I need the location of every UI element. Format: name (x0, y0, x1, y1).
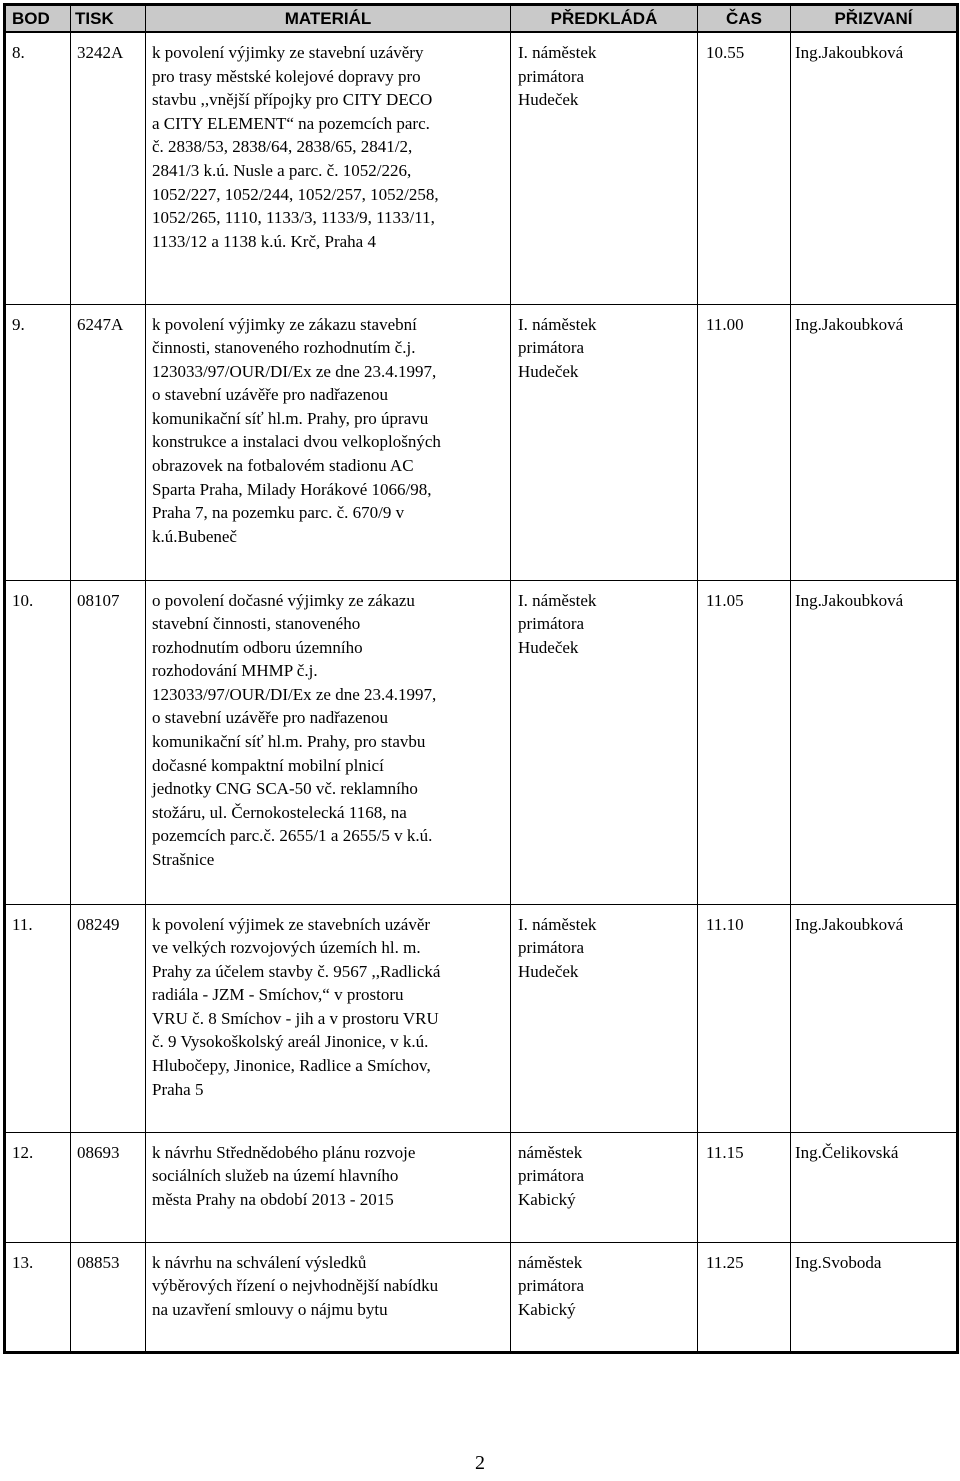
table-row (5, 580, 958, 904)
row-material: o povolení dočasné výjimky ze zákazu stavební činnosti, stanoveného rozhodnutím odboru územního rozhodování MHMP č.j. 123033/97/OUR/DI/Ex ze dne 23.4.1997, o stavební uzávěře pro nadřazenou komunikační síť hl.m. Prahy, pro stavbu dočasné kompaktní mobilní plnicí jednotky CNG SCA-50 vč. reklamního stožáru, ul. Černokostelecká 1168, na pozemcích parc.č. 2655/1 a 2655/5 v k.ú. Strašnice (146, 580, 511, 904)
row-predklada: I. náměstek primátora Hudeček (511, 304, 698, 580)
row-prizvani: Ing.Jakoubková (791, 304, 958, 580)
table-row (5, 1132, 958, 1242)
row-material: k povolení výjimky ze stavební uzávěry pro trasy městské kolejové dopravy pro stavbu ,,vnější přípojky pro CITY DECO a CITY ELEMENT“ na pozemcích parc. č. 2838/53, 2838/64, 2838/65, 2841/2, 2841/3 k.ú. Nusle a parc. č. 1052/226, 1052/227, 1052/244, 1052/257, 1052/258, 1052/265, 1110, 1133/3, 1133/9, 1133/11, 1133/12 a 1138 k.ú. Krč, Praha 4 (146, 32, 511, 304)
page-number: 2 (475, 1452, 485, 1474)
row-cas: 11.00 (698, 304, 791, 580)
row-cas: 11.10 (698, 904, 791, 1132)
row-prizvani: Ing.Svoboda (791, 1242, 958, 1352)
header-bod: BOD (5, 5, 71, 33)
row-tisk: 08249 (71, 904, 146, 1132)
header-tisk: TISK (71, 5, 146, 33)
row-tisk: 3242A (71, 32, 146, 304)
table-row (5, 904, 958, 1132)
row-material: k návrhu Střednědobého plánu rozvoje sociálních služeb na území hlavního města Prahy na období 2013 - 2015 (146, 1132, 511, 1242)
row-cas: 10.55 (698, 32, 791, 304)
row-cas: 11.05 (698, 580, 791, 904)
table-header (5, 5, 958, 33)
header-cas: ČAS (698, 5, 791, 33)
row-prizvani: Ing.Jakoubková (791, 904, 958, 1132)
row-tisk: 08853 (71, 1242, 146, 1352)
row-bod: 12. (5, 1132, 71, 1242)
table-row (5, 304, 958, 580)
agenda-table (3, 3, 959, 1354)
row-tisk: 6247A (71, 304, 146, 580)
row-predklada: I. náměstek primátora Hudeček (511, 580, 698, 904)
table-row (5, 1242, 958, 1352)
row-predklada: náměstek primátora Kabický (511, 1242, 698, 1352)
row-bod: 8. (5, 32, 71, 304)
table-body (5, 32, 958, 1352)
row-prizvani: Ing.Čelikovská (791, 1132, 958, 1242)
row-tisk: 08107 (71, 580, 146, 904)
row-predklada: náměstek primátora Kabický (511, 1132, 698, 1242)
row-prizvani: Ing.Jakoubková (791, 580, 958, 904)
row-cas: 11.15 (698, 1132, 791, 1242)
header-material: MATERIÁL (146, 5, 511, 33)
row-cas: 11.25 (698, 1242, 791, 1352)
header-predklada: PŘEDKLÁDÁ (511, 5, 698, 33)
row-prizvani: Ing.Jakoubková (791, 32, 958, 304)
row-material: k návrhu na schválení výsledků výběrových řízení o nejvhodnější nabídku na uzavření smlouvy o nájmu bytu (146, 1242, 511, 1352)
row-bod: 11. (5, 904, 71, 1132)
row-bod: 10. (5, 580, 71, 904)
table-row (5, 32, 958, 304)
header-row (5, 5, 958, 33)
row-bod: 9. (5, 304, 71, 580)
row-material: k povolení výjimky ze zákazu stavební činnosti, stanoveného rozhodnutím č.j. 123033/97/OUR/DI/Ex ze dne 23.4.1997, o stavební uzávěře pro nadřazenou komunikační síť hl.m. Prahy, pro úpravu konstrukce a instalaci dvou velkoplošných obrazovek na fotbalovém stadionu AC Sparta Praha, Milady Horákové 1066/98, Praha 7, na pozemku parc. č. 670/9 v k.ú.Bubeneč (146, 304, 511, 580)
header-prizvani: PŘIZVANÍ (791, 5, 958, 33)
row-predklada: I. náměstek primátora Hudeček (511, 904, 698, 1132)
row-tisk: 08693 (71, 1132, 146, 1242)
row-bod: 13. (5, 1242, 71, 1352)
row-material: k povolení výjimek ze stavebních uzávěr ve velkých rozvojových územích hl. m. Prahy za účelem stavby č. 9567 ,,Radlická radiála - JZM - Smíchov,“ v prostoru VRU č. 8 Smíchov - jih a v prostoru VRU č. 9 Vysokoškolský areál Jinonice, v k.ú. Hlubočepy, Jinonice, Radlice a Smíchov, Praha 5 (146, 904, 511, 1132)
row-predklada: I. náměstek primátora Hudeček (511, 32, 698, 304)
